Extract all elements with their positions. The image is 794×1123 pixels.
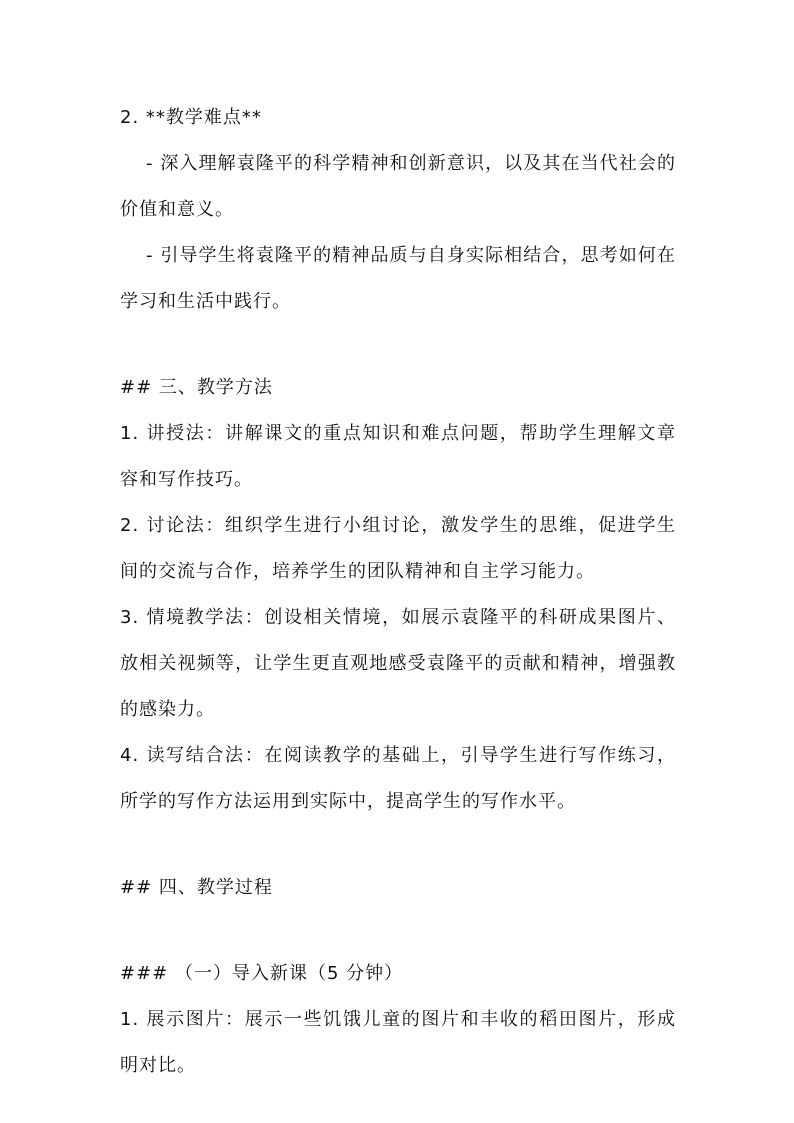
process-1-line-2: 明对比。 (120, 1055, 196, 1076)
difficulty-heading: 2. **教学难点** (120, 107, 262, 128)
method-3-line-3: 的感染力。 (120, 699, 215, 720)
difficulty-item-1-line-2: 价值和意义。 (120, 199, 234, 220)
difficulty-item-2-line-2: 学习和生活中践行。 (120, 291, 291, 312)
process-sub-heading: ### （一）导入新课（5 分钟） (120, 963, 404, 984)
method-1-line-2: 容和写作技巧。 (120, 469, 253, 490)
method-3-line-2: 放相关视频等，让学生更直观地感受袁隆平的贡献和精神，增强教 (120, 653, 676, 674)
document-page (120, 100, 676, 1084)
methods-heading: ## 三、教学方法 (120, 377, 273, 398)
process-heading: ## 四、教学过程 (120, 877, 273, 898)
method-2-line-2: 间的交流与合作，培养学生的团队精神和自主学习能力。 (120, 561, 595, 582)
method-4-line-1: 4. 读写结合法：在阅读教学的基础上，引导学生进行写作练习， (120, 745, 676, 766)
method-2-line-1: 2. 讨论法：组织学生进行小组讨论，激发学生的思维，促进学生 (120, 515, 676, 536)
difficulty-item-1-line-1: - 深入理解袁隆平的科学精神和创新意识，以及其在当代社会的 (146, 153, 676, 174)
method-3-line-1: 3. 情境教学法：创设相关情境，如展示袁隆平的科研成果图片、 (120, 607, 676, 628)
method-1-line-1: 1. 讲授法：讲解课文的重点知识和难点问题，帮助学生理解文章 (120, 423, 676, 444)
process-1-line-1: 1. 展示图片：展示一些饥饿儿童的图片和丰收的稻田图片，形成 (120, 1009, 676, 1030)
method-4-line-2: 所学的写作方法运用到实际中，提高学生的写作水平。 (120, 791, 576, 812)
difficulty-item-2-line-1: - 引导学生将袁隆平的精神品质与自身实际相结合，思考如何在 (146, 245, 676, 266)
